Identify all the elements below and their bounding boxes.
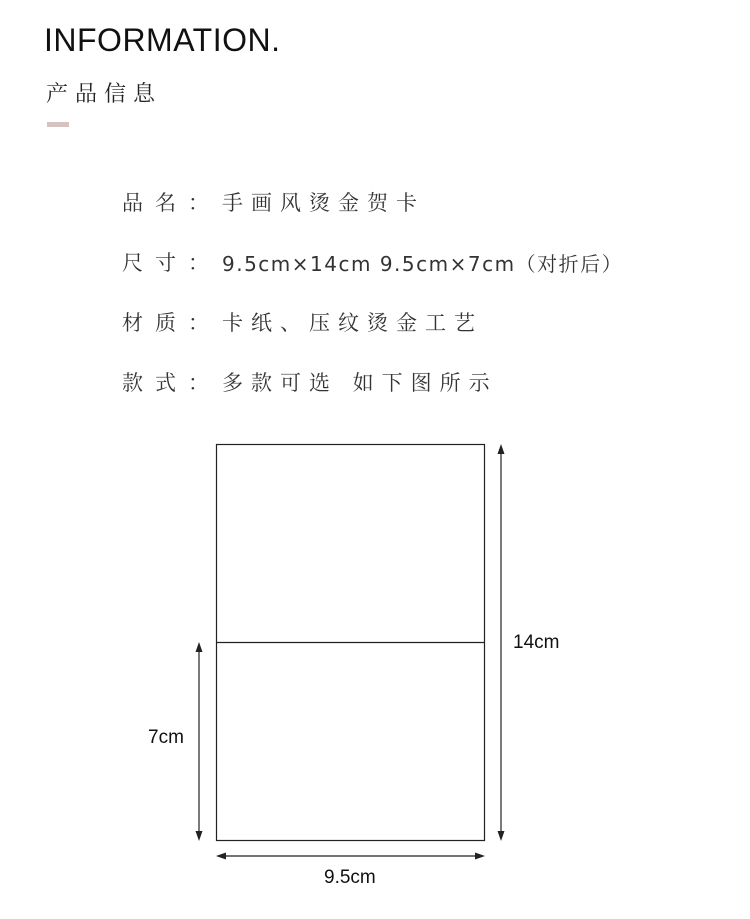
- title-en: INFORMATION.: [44, 22, 281, 58]
- folded-height-arrow: [196, 642, 203, 841]
- width-arrow: [216, 853, 485, 860]
- info-label-material: 材质：: [122, 311, 221, 335]
- height-label: 14cm: [513, 632, 560, 653]
- info-label-size: 尺寸：: [122, 251, 221, 275]
- width-label: 9.5cm: [324, 867, 376, 888]
- info-value-material: 卡纸、压纹烫金工艺: [222, 311, 483, 335]
- folded-height-label: 7cm: [148, 727, 184, 748]
- title-cn: 产品信息: [46, 82, 163, 107]
- info-value-style: 多款可选 如下图所示: [222, 371, 498, 395]
- info-value-size: 9.5cm×14cm 9.5cm×7cm（对折后）: [222, 251, 624, 276]
- height-arrow: [498, 444, 505, 841]
- info-label-name: 品名：: [122, 191, 221, 215]
- info-label-style: 款式：: [122, 371, 221, 395]
- info-value-name: 手画风烫金贺卡: [222, 191, 425, 215]
